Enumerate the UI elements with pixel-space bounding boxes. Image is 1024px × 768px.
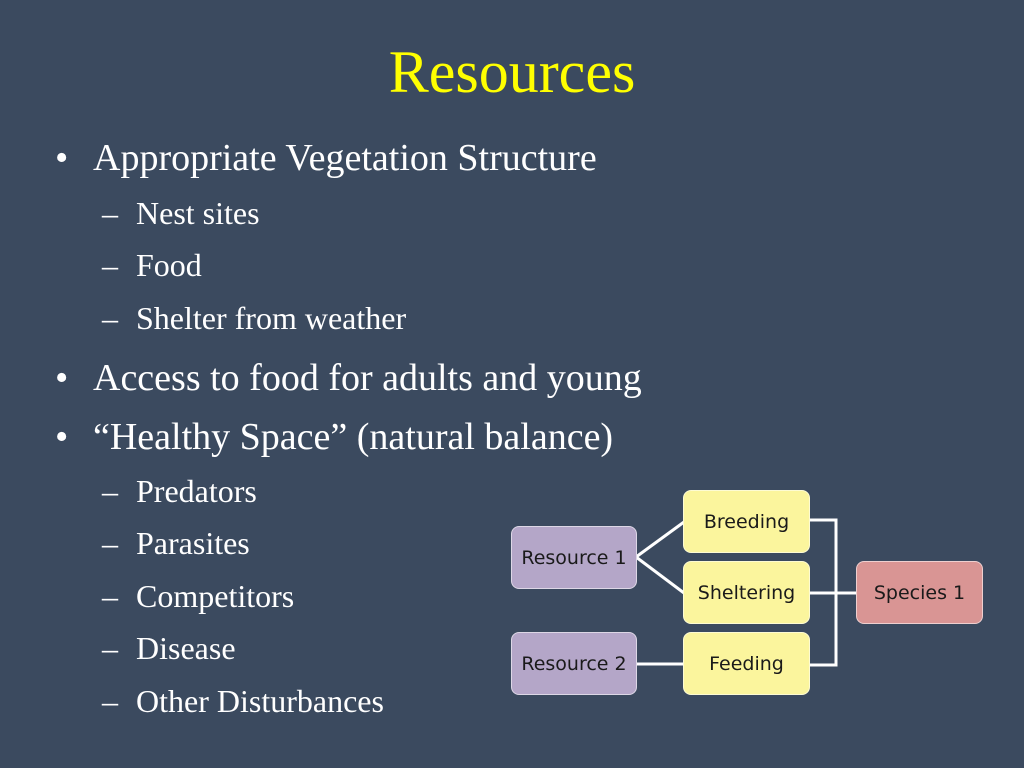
connector-activities-species xyxy=(810,520,858,665)
sub-bullet-dash: – xyxy=(102,473,118,509)
connector-resource1-sheltering xyxy=(636,557,684,593)
sub-bullet-dash: – xyxy=(102,630,118,666)
sub-bullet-text: Predators xyxy=(136,473,257,509)
bullet-text: “Healthy Space” (natural balance) xyxy=(93,416,614,458)
resource-1-box: Resource 1 xyxy=(511,526,637,589)
feeding-box: Feeding xyxy=(683,632,810,695)
sub-bullet-text: Other Disturbances xyxy=(136,683,384,719)
bullet-dot: • xyxy=(55,357,69,399)
connector-resource1-breeding xyxy=(636,522,684,557)
bullet-dot: • xyxy=(55,137,69,179)
sub-bullet-text: Competitors xyxy=(136,578,295,614)
sub-bullet-text: Parasites xyxy=(136,525,250,561)
species-1-box: Species 1 xyxy=(856,561,983,624)
sub-bullet-dash: – xyxy=(102,195,118,231)
resource-2-box: Resource 2 xyxy=(511,632,637,695)
sub-bullet-text: Nest sites xyxy=(136,195,260,231)
sub-bullet-dash: – xyxy=(102,247,118,283)
sub-bullet-dash: – xyxy=(102,683,118,719)
sub-bullet-dash: – xyxy=(102,525,118,561)
sub-bullet-text: Food xyxy=(136,247,202,283)
sub-bullet-text: Disease xyxy=(136,630,236,666)
bullet-text: Appropriate Vegetation Structure xyxy=(93,137,597,179)
sub-bullet-dash: – xyxy=(102,300,118,336)
bullet-text: Access to food for adults and young xyxy=(93,357,642,399)
sheltering-box: Sheltering xyxy=(683,561,810,624)
breeding-box: Breeding xyxy=(683,490,810,553)
slide-title: Resources xyxy=(388,39,636,105)
bullet-dot: • xyxy=(55,416,69,458)
sub-bullet-dash: – xyxy=(102,578,118,614)
sub-bullet-text: Shelter from weather xyxy=(136,300,407,336)
